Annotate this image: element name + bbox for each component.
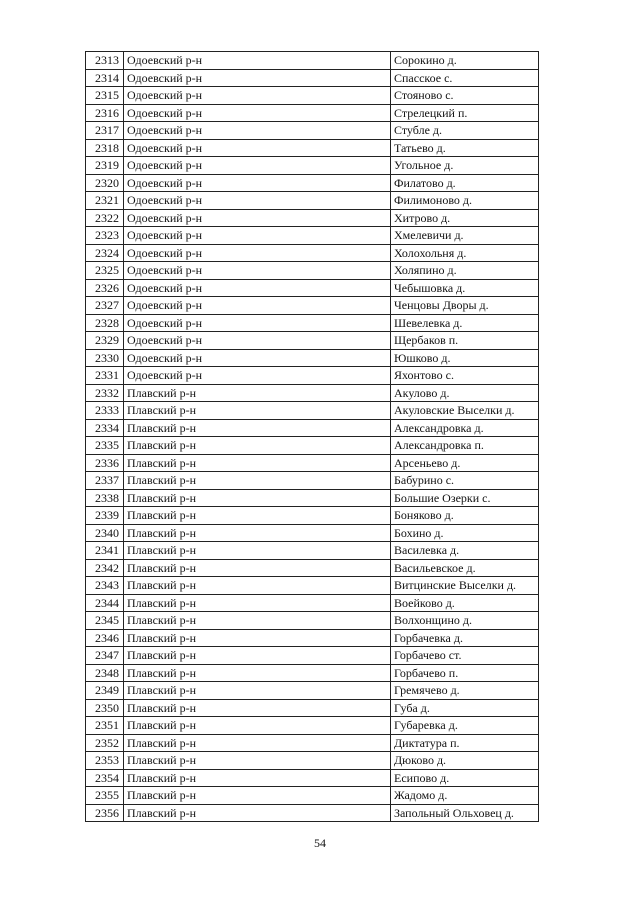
row-number-cell: 2325 <box>86 262 124 280</box>
district-cell: Плавский р-н <box>124 717 391 735</box>
district-cell: Плавский р-н <box>124 629 391 647</box>
row-number-cell: 2314 <box>86 69 124 87</box>
table-row <box>86 349 539 367</box>
settlement-cell: Бабурино с. <box>391 472 539 490</box>
row-number-cell: 2335 <box>86 437 124 455</box>
district-cell: Плавский р-н <box>124 664 391 682</box>
district-cell: Плавский р-н <box>124 559 391 577</box>
settlement-cell: Угольное д. <box>391 157 539 175</box>
table-row <box>86 664 539 682</box>
row-number-cell: 2344 <box>86 594 124 612</box>
district-cell: Плавский р-н <box>124 419 391 437</box>
settlement-cell: Жадомо д. <box>391 787 539 805</box>
row-number-cell: 2356 <box>86 804 124 822</box>
table-row <box>86 279 539 297</box>
settlement-cell: Дюково д. <box>391 752 539 770</box>
settlement-cell: Яхонтово с. <box>391 367 539 385</box>
row-number-cell: 2354 <box>86 769 124 787</box>
settlements-table <box>85 51 539 822</box>
settlement-cell: Стрелецкий п. <box>391 104 539 122</box>
row-number-cell: 2337 <box>86 472 124 490</box>
row-number-cell: 2326 <box>86 279 124 297</box>
settlement-cell: Арсеньево д. <box>391 454 539 472</box>
row-number-cell: 2338 <box>86 489 124 507</box>
settlement-cell: Гремячево д. <box>391 682 539 700</box>
settlement-cell: Акуловские Выселки д. <box>391 402 539 420</box>
settlement-cell: Филимоново д. <box>391 192 539 210</box>
row-number-cell: 2329 <box>86 332 124 350</box>
row-number-cell: 2343 <box>86 577 124 595</box>
settlement-cell: Хмелевичи д. <box>391 227 539 245</box>
settlements-table-container <box>85 51 538 822</box>
row-number-cell: 2318 <box>86 139 124 157</box>
settlement-cell: Татьево д. <box>391 139 539 157</box>
district-cell: Плавский р-н <box>124 577 391 595</box>
district-cell: Одоевский р-н <box>124 244 391 262</box>
table-row <box>86 454 539 472</box>
settlement-cell: Запольный Ольховец д. <box>391 804 539 822</box>
settlement-cell: Диктатура п. <box>391 734 539 752</box>
table-row <box>86 104 539 122</box>
settlement-cell: Большие Озерки с. <box>391 489 539 507</box>
table-row <box>86 437 539 455</box>
table-row <box>86 227 539 245</box>
district-cell: Плавский р-н <box>124 804 391 822</box>
district-cell: Одоевский р-н <box>124 87 391 105</box>
table-row <box>86 612 539 630</box>
district-cell: Плавский р-н <box>124 612 391 630</box>
settlement-cell: Воейково д. <box>391 594 539 612</box>
table-row <box>86 542 539 560</box>
row-number-cell: 2352 <box>86 734 124 752</box>
district-cell: Плавский р-н <box>124 507 391 525</box>
district-cell: Плавский р-н <box>124 437 391 455</box>
district-cell: Одоевский р-н <box>124 349 391 367</box>
table-row <box>86 472 539 490</box>
table-row <box>86 699 539 717</box>
row-number-cell: 2355 <box>86 787 124 805</box>
settlement-cell: Александровка д. <box>391 419 539 437</box>
row-number-cell: 2339 <box>86 507 124 525</box>
row-number-cell: 2328 <box>86 314 124 332</box>
row-number-cell: 2340 <box>86 524 124 542</box>
table-row <box>86 507 539 525</box>
table-row <box>86 332 539 350</box>
table-row <box>86 717 539 735</box>
district-cell: Плавский р-н <box>124 472 391 490</box>
table-row <box>86 752 539 770</box>
district-cell: Одоевский р-н <box>124 297 391 315</box>
settlement-cell: Юшково д. <box>391 349 539 367</box>
table-row <box>86 52 539 70</box>
settlement-cell: Щербаков п. <box>391 332 539 350</box>
row-number-cell: 2350 <box>86 699 124 717</box>
table-row <box>86 262 539 280</box>
table-row <box>86 559 539 577</box>
district-cell: Одоевский р-н <box>124 157 391 175</box>
settlement-cell: Губа д. <box>391 699 539 717</box>
table-row <box>86 804 539 822</box>
table-row <box>86 787 539 805</box>
district-cell: Одоевский р-н <box>124 139 391 157</box>
table-row <box>86 297 539 315</box>
table-row <box>86 314 539 332</box>
row-number-cell: 2320 <box>86 174 124 192</box>
district-cell: Одоевский р-н <box>124 52 391 70</box>
table-row <box>86 594 539 612</box>
district-cell: Одоевский р-н <box>124 279 391 297</box>
district-cell: Одоевский р-н <box>124 122 391 140</box>
table-row <box>86 769 539 787</box>
settlement-cell: Филатово д. <box>391 174 539 192</box>
row-number-cell: 2346 <box>86 629 124 647</box>
settlement-cell: Горбачево п. <box>391 664 539 682</box>
district-cell: Плавский р-н <box>124 769 391 787</box>
district-cell: Плавский р-н <box>124 647 391 665</box>
settlement-cell: Чебышовка д. <box>391 279 539 297</box>
page-number: 54 <box>314 836 326 850</box>
district-cell: Одоевский р-н <box>124 227 391 245</box>
row-number-cell: 2327 <box>86 297 124 315</box>
row-number-cell: 2313 <box>86 52 124 70</box>
settlement-cell: Губаревка д. <box>391 717 539 735</box>
district-cell: Одоевский р-н <box>124 314 391 332</box>
settlement-cell: Волхонщино д. <box>391 612 539 630</box>
district-cell: Плавский р-н <box>124 402 391 420</box>
table-row <box>86 122 539 140</box>
settlement-cell: Сорокино д. <box>391 52 539 70</box>
row-number-cell: 2351 <box>86 717 124 735</box>
district-cell: Одоевский р-н <box>124 104 391 122</box>
row-number-cell: 2323 <box>86 227 124 245</box>
district-cell: Плавский р-н <box>124 752 391 770</box>
district-cell: Одоевский р-н <box>124 174 391 192</box>
table-row <box>86 647 539 665</box>
district-cell: Одоевский р-н <box>124 192 391 210</box>
settlement-cell: Бохино д. <box>391 524 539 542</box>
row-number-cell: 2347 <box>86 647 124 665</box>
district-cell: Плавский р-н <box>124 594 391 612</box>
settlements-table-body <box>86 52 539 822</box>
table-row <box>86 244 539 262</box>
table-row <box>86 174 539 192</box>
settlement-cell: Василевка д. <box>391 542 539 560</box>
district-cell: Одоевский р-н <box>124 332 391 350</box>
row-number-cell: 2317 <box>86 122 124 140</box>
settlement-cell: Васильевское д. <box>391 559 539 577</box>
district-cell: Плавский р-н <box>124 524 391 542</box>
table-row <box>86 192 539 210</box>
row-number-cell: 2349 <box>86 682 124 700</box>
district-cell: Плавский р-н <box>124 787 391 805</box>
settlement-cell: Стояново с. <box>391 87 539 105</box>
row-number-cell: 2322 <box>86 209 124 227</box>
table-row <box>86 629 539 647</box>
district-cell: Одоевский р-н <box>124 69 391 87</box>
row-number-cell: 2315 <box>86 87 124 105</box>
table-row <box>86 419 539 437</box>
row-number-cell: 2324 <box>86 244 124 262</box>
row-number-cell: 2321 <box>86 192 124 210</box>
row-number-cell: 2316 <box>86 104 124 122</box>
settlement-cell: Шевелевка д. <box>391 314 539 332</box>
table-row <box>86 524 539 542</box>
row-number-cell: 2334 <box>86 419 124 437</box>
row-number-cell: 2331 <box>86 367 124 385</box>
district-cell: Плавский р-н <box>124 489 391 507</box>
table-row <box>86 69 539 87</box>
table-row <box>86 87 539 105</box>
table-row <box>86 209 539 227</box>
district-cell: Плавский р-н <box>124 682 391 700</box>
row-number-cell: 2332 <box>86 384 124 402</box>
row-number-cell: 2330 <box>86 349 124 367</box>
settlement-cell: Горбачевка д. <box>391 629 539 647</box>
row-number-cell: 2341 <box>86 542 124 560</box>
row-number-cell: 2348 <box>86 664 124 682</box>
settlement-cell: Стубле д. <box>391 122 539 140</box>
district-cell: Одоевский р-н <box>124 367 391 385</box>
table-row <box>86 139 539 157</box>
row-number-cell: 2336 <box>86 454 124 472</box>
table-row <box>86 402 539 420</box>
settlement-cell: Боняково д. <box>391 507 539 525</box>
row-number-cell: 2319 <box>86 157 124 175</box>
settlement-cell: Спасское с. <box>391 69 539 87</box>
settlement-cell: Холохольня д. <box>391 244 539 262</box>
table-row <box>86 384 539 402</box>
district-cell: Одоевский р-н <box>124 209 391 227</box>
settlement-cell: Есипово д. <box>391 769 539 787</box>
district-cell: Плавский р-н <box>124 542 391 560</box>
settlement-cell: Холяпино д. <box>391 262 539 280</box>
settlement-cell: Акулово д. <box>391 384 539 402</box>
table-row <box>86 734 539 752</box>
district-cell: Плавский р-н <box>124 454 391 472</box>
row-number-cell: 2345 <box>86 612 124 630</box>
settlement-cell: Хитрово д. <box>391 209 539 227</box>
table-row <box>86 577 539 595</box>
settlement-cell: Александровка п. <box>391 437 539 455</box>
district-cell: Одоевский р-н <box>124 262 391 280</box>
district-cell: Плавский р-н <box>124 384 391 402</box>
district-cell: Плавский р-н <box>124 699 391 717</box>
table-row <box>86 367 539 385</box>
table-row <box>86 489 539 507</box>
table-row <box>86 682 539 700</box>
settlement-cell: Ченцовы Дворы д. <box>391 297 539 315</box>
district-cell: Плавский р-н <box>124 734 391 752</box>
settlement-cell: Витцинские Выселки д. <box>391 577 539 595</box>
row-number-cell: 2333 <box>86 402 124 420</box>
row-number-cell: 2342 <box>86 559 124 577</box>
settlement-cell: Горбачево ст. <box>391 647 539 665</box>
row-number-cell: 2353 <box>86 752 124 770</box>
table-row <box>86 157 539 175</box>
